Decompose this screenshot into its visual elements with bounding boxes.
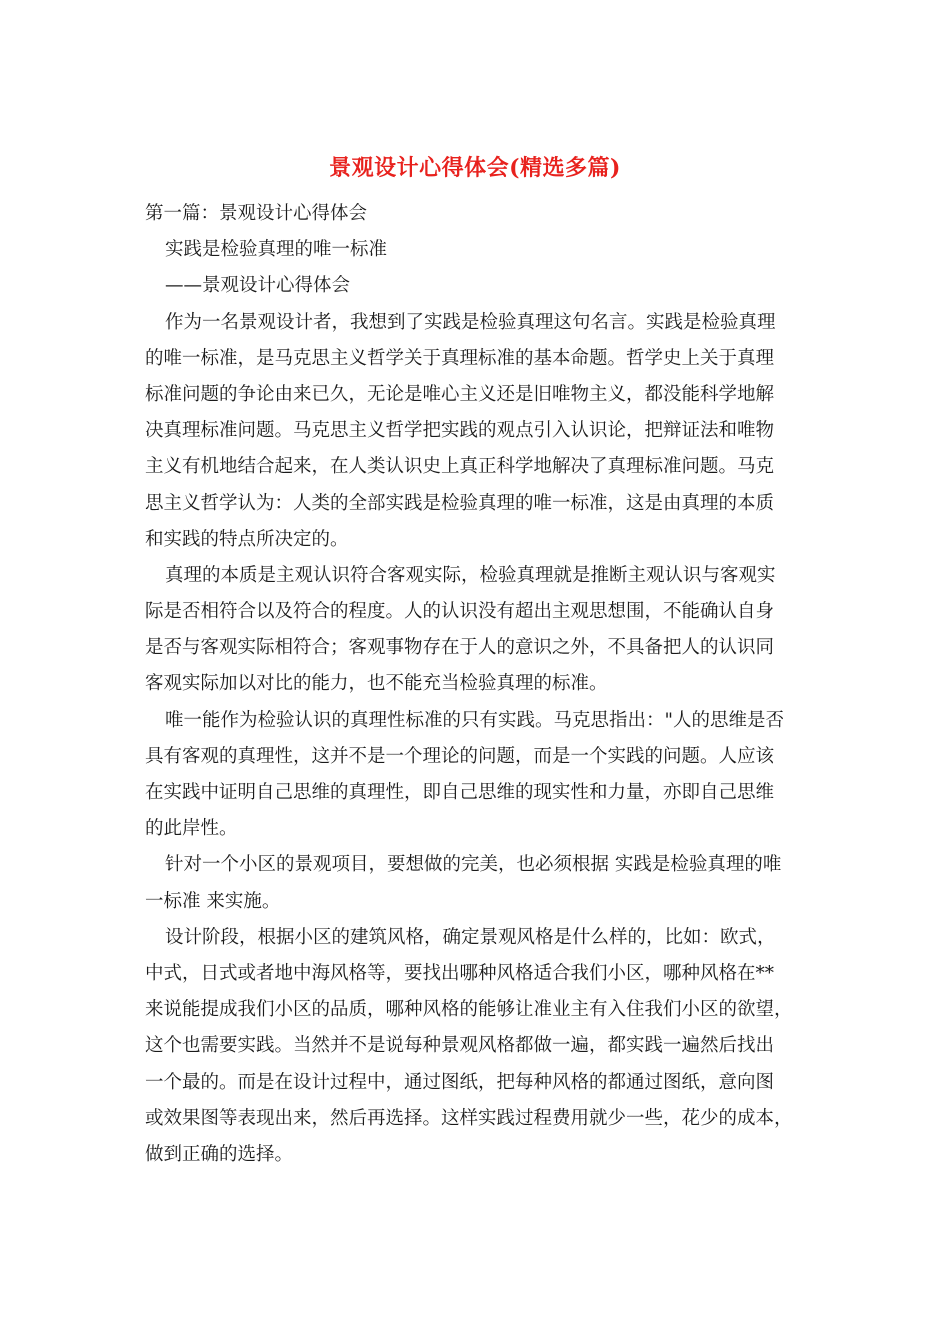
paragraph-line: 这个也需要实践。当然并不是说每种景观风格都做一遍，都实践一遍然后找出 (145, 1035, 775, 1057)
paragraph-line: 的此岸性。 (145, 818, 238, 840)
body-paragraph (145, 847, 807, 919)
paragraph-line: 作为一名景观设计者，我想到了实践是检验真理这句名言。实践是检验真理 (165, 311, 776, 333)
paragraph-line: 设计阶段，根据小区的建筑风格，确定景观风格是什么样的，比如：欧式， (165, 926, 776, 948)
section-heading: 第一篇：景观设计心得体会 (145, 203, 368, 224)
paragraph-line: 的唯一标准，是马克思主义哲学关于真理标准的基本命题。哲学史上关于真理 (145, 347, 775, 369)
paragraph-line: 针对一个小区的景观项目，要想做的完美，也必须根据 实践是检验真理的唯 (165, 854, 782, 876)
paragraph-line: 和实践的特点所决定的。 (145, 528, 349, 550)
paragraph-line: 或效果图等表现出来，然后再选择。这样实践过程费用就少一些，花少的成本， (145, 1107, 793, 1129)
paragraph-line: 真理的本质是主观认识符合客观实际，检验真理就是推断主观认识与客观实 (165, 564, 776, 586)
paragraph-line: 来说能提成我们小区的品质，哪种风格的能够让准业主有入住我们小区的欲望， (145, 999, 793, 1021)
body-paragraph (145, 305, 807, 558)
body-paragraph (145, 920, 807, 1173)
body-paragraph (145, 703, 807, 848)
paragraph-line: 在实践中证明自己思维的真理性，即自己思维的现实性和力量，亦即自己思维 (145, 782, 775, 803)
paragraph-line: 一个最的。而是在设计过程中，通过图纸，把每种风格的都通过图纸，意向图 (145, 1071, 775, 1093)
document-body (145, 196, 807, 1173)
paragraph-line: 唯一能作为检验认识的真理性标准的只有实践。马克思指出："人的思维是否 (165, 709, 785, 731)
paragraph-line: 中式，日式或者地中海风格等，要找出哪种风格适合我们小区，哪种风格在** (145, 962, 775, 984)
paragraph-line: 主义有机地结合起来，在人类认识史上真正科学地解决了真理标准问题。马克 (145, 456, 775, 478)
paragraph-line: 做到正确的选择。 (145, 1143, 294, 1165)
body-paragraph (145, 558, 807, 703)
paragraph-line: 思主义哲学认为：人类的全部实践是检验真理的唯一标准，这是由真理的本质 (145, 492, 775, 514)
paragraph-line: 一标准 来实施。 (145, 890, 281, 912)
article-byline: ——景观设计心得体会 (165, 275, 351, 297)
article-subtitle: 实践是检验真理的唯一标准 (165, 239, 388, 261)
document-title: 景观设计心得体会(精选多篇) (329, 155, 621, 181)
paragraph-line: 客观实际加以对比的能力，也不能充当检验真理的标准。 (145, 673, 608, 695)
paragraph-list (145, 305, 807, 1174)
paragraph-line: 具有客观的真理性，这并不是一个理论的问题，而是一个实践的问题。人应该 (145, 745, 775, 767)
paragraph-line: 是否与客观实际相符合；客观事物存在于人的意识之外，不具备把人的认识同 (145, 637, 775, 659)
paragraph-line: 标准问题的争论由来已久，无论是唯心主义还是旧唯物主义，都没能科学地解 (145, 383, 775, 405)
paragraph-line: 际是否相符合以及符合的程度。人的认识没有超出主观思想围，不能确认自身 (145, 601, 775, 623)
paragraph-line: 决真理标准问题。马克思主义哲学把实践的观点引入认识论，把辩证法和唯物 (145, 420, 775, 442)
